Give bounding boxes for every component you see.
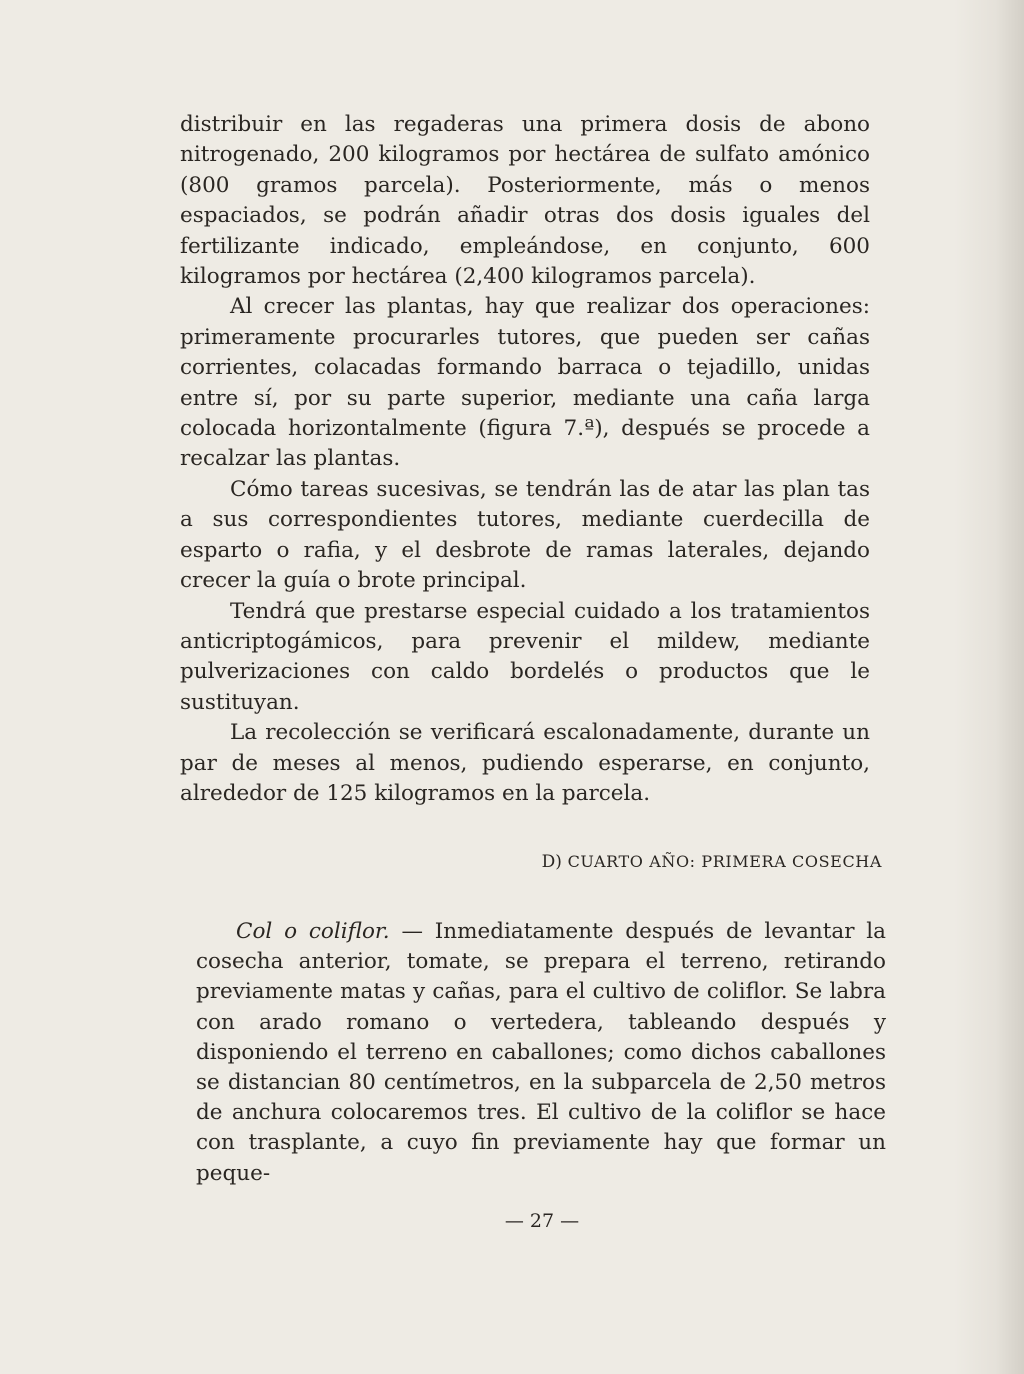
section-heading-text: CUARTO AÑO: PRIMERA COSECHA bbox=[567, 852, 882, 871]
paragraph: distribuir en las regaderas una primera dosis de abono nitrogenado, 200 kilogramos por hectárea de sulfato amónico (800 gramos parcela). Posteriormente, más o menos espaciados, se podrán añadir otras dos dosis iguales del fertilizante indicado, empleándose, en conjunto, 600 kilogramos por hectárea (2,400 kilogramos parcela). bbox=[180, 112, 870, 290]
section-letter: D) bbox=[541, 852, 562, 872]
body-text bbox=[180, 110, 870, 809]
paragraph: Tendrá que prestarse especial cuidado a los tratamientos anticriptogámicos, para prevenir el mildew, mediante pulverizaciones con caldo bordelés o productos que le sustituyan. bbox=[180, 598, 870, 715]
section-body bbox=[196, 917, 886, 1189]
section-subtitle: Col o coliflor. bbox=[236, 919, 390, 944]
section-text: Inmediatamente después de levantar la cosecha anterior, tomate, se prepara el terreno, retirando previamente matas y cañas, para el cultivo de coliflor. Se labra con arado romano o vertedera, tableando después y disponiendo el terreno en caballones; como dichos caballones se distancian 80 centímetros, en la subparcela de 2,50 metros de anchura colocaremos tres. El cultivo de la coliflor se hace con trasplante, a cuyo fin previamente hay que formar un peque- bbox=[196, 919, 886, 1186]
section-dash: — bbox=[389, 919, 435, 944]
section-heading bbox=[196, 852, 882, 872]
paragraph: La recolección se verificará escalonadamente, durante un par de meses al menos, pudiendo esperarse, en conjunto, alrededor de 125 kilogramos en la parcela. bbox=[180, 720, 870, 806]
section-paragraph bbox=[196, 917, 886, 1189]
paragraph: Cómo tareas sucesivas, se tendrán las de atar las plan tas a sus correspondientes tutores, mediante cuerdecilla de esparto o rafia, y el desbrote de ramas laterales, dejando crecer la guía o brote principal. bbox=[180, 476, 870, 594]
page-number: — 27 — bbox=[504, 1210, 580, 1232]
page-edge-shadow bbox=[954, 0, 1024, 1374]
paragraph: Al crecer las plantas, hay que realizar dos operaciones: primeramente procurarles tutores, que pueden ser cañas corrientes, colacadas formando barraca o tejadillo, unidas entre sí, por su parte superior, mediante una caña larga colocada horizontalmente (figura 7.ª), después se procede a recalzar las plantas. bbox=[180, 294, 870, 472]
